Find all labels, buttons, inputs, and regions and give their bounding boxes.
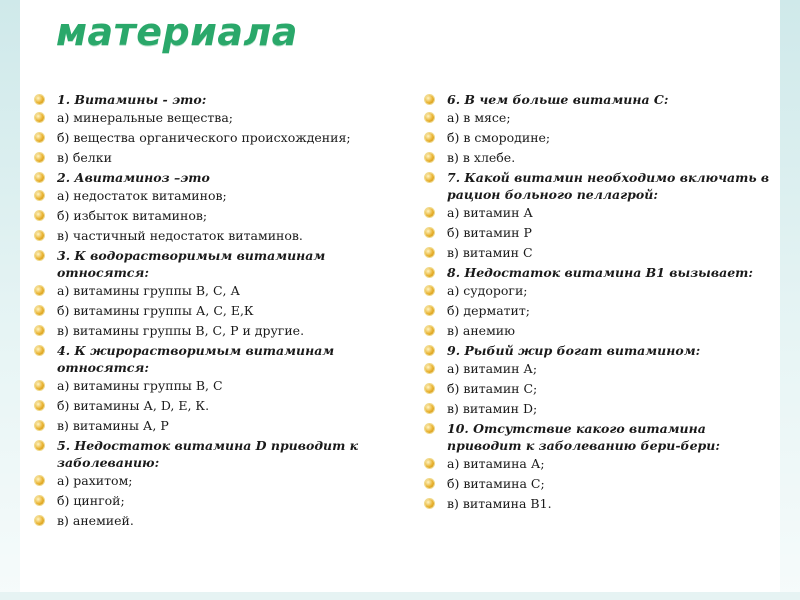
question-text: 9. Рыбий жир богат витамином: (447, 343, 701, 358)
answer-text: б) избыток витаминов; (57, 208, 208, 223)
bullet-icon (425, 113, 434, 122)
left-question-column (35, 90, 380, 531)
question (425, 264, 770, 281)
bullet-icon (425, 95, 434, 104)
bullet-icon (35, 476, 44, 485)
answer-text: б) витамины А, D, Е, К. (57, 398, 210, 413)
bullet-icon (35, 191, 44, 200)
answer-text: б) витамин С; (447, 381, 538, 396)
answer-option (35, 471, 380, 491)
bullet-icon (425, 268, 434, 277)
answer-option (35, 108, 380, 128)
answer-text: а) недостаток витаминов; (57, 188, 227, 203)
right-decor-bar (780, 0, 800, 600)
left-decor-bar (0, 0, 20, 600)
answer-option (35, 511, 380, 531)
answer-text: а) минеральные вещества; (57, 110, 234, 125)
question (425, 91, 770, 108)
bullet-icon (425, 459, 434, 468)
question (35, 91, 380, 108)
question-text: 1. Витамины - это: (57, 92, 207, 107)
answer-text: б) цингой; (57, 493, 125, 508)
bullet-icon (35, 441, 44, 450)
bullet-icon (425, 153, 434, 162)
question (35, 247, 380, 281)
bullet-icon (35, 153, 44, 162)
answer-text: в) в хлебе. (447, 150, 516, 165)
question-text: 2. Авитаминоз –это (57, 170, 210, 185)
bullet-icon (35, 306, 44, 315)
answer-option (35, 376, 380, 396)
question (425, 169, 770, 203)
question-text: 3. К водорастворимым витаминам относятся: (57, 248, 326, 280)
answer-text: а) витамины группы В, С, А (57, 283, 240, 298)
bullet-icon (425, 133, 434, 142)
question (425, 342, 770, 359)
answer-text: а) судороги; (447, 283, 528, 298)
answer-text: а) рахитом; (57, 473, 133, 488)
right-question-column (425, 90, 770, 514)
question-text: 5. Недостаток витамина D приводит к заболеванию: (57, 438, 359, 470)
answer-option (425, 474, 770, 494)
bullet-icon (425, 228, 434, 237)
answer-text: в) анемией. (57, 513, 134, 528)
answer-option (425, 321, 770, 341)
bullet-icon (425, 306, 434, 315)
answer-text: а) витамин А (447, 205, 533, 220)
answer-text: б) в смородине; (447, 130, 551, 145)
bullet-icon (35, 113, 44, 122)
bullet-icon (35, 381, 44, 390)
question (35, 437, 380, 471)
answer-option (35, 396, 380, 416)
bullet-icon (35, 401, 44, 410)
bottom-decor-bar (0, 592, 800, 600)
answer-text: в) анемию (447, 323, 516, 338)
answer-option (425, 243, 770, 263)
bullet-icon (425, 364, 434, 373)
answer-option (425, 281, 770, 301)
answer-option (35, 128, 380, 148)
answer-option (35, 321, 380, 341)
bullet-icon (35, 286, 44, 295)
answer-option (425, 454, 770, 474)
answer-option (35, 226, 380, 246)
bullet-icon (425, 479, 434, 488)
bullet-icon (425, 208, 434, 217)
bullet-icon (425, 404, 434, 413)
answer-text: б) дерматит; (447, 303, 531, 318)
answer-option (425, 108, 770, 128)
answer-option (35, 416, 380, 436)
answer-option (425, 399, 770, 419)
answer-text: в) витамин D; (447, 401, 538, 416)
answer-option (35, 186, 380, 206)
bullet-icon (35, 173, 44, 182)
answer-text: в) витамин С (447, 245, 533, 260)
bullet-icon (425, 173, 434, 182)
answer-text: в) частичный недостаток витаминов. (57, 228, 303, 243)
answer-text: б) витамина С; (447, 476, 545, 491)
bullet-icon (425, 248, 434, 257)
bullet-icon (35, 516, 44, 525)
answer-option (425, 128, 770, 148)
question-text: 8. Недостаток витамина В1 вызывает: (447, 265, 754, 280)
answer-text: а) в мясе; (447, 110, 511, 125)
bullet-icon (425, 286, 434, 295)
answer-option (35, 148, 380, 168)
bullet-icon (425, 346, 434, 355)
answer-option (425, 203, 770, 223)
bullet-icon (35, 251, 44, 260)
answer-option (425, 379, 770, 399)
answer-option (425, 223, 770, 243)
bullet-icon (35, 231, 44, 240)
answer-option (425, 148, 770, 168)
bullet-icon (35, 346, 44, 355)
answer-text: б) витамин Р (447, 225, 532, 240)
bullet-icon (35, 211, 44, 220)
answer-option (35, 206, 380, 226)
answer-text: а) витамин А; (447, 361, 538, 376)
question-text: 7. Какой витамин необходимо включать в рацион больного пеллагрой: (447, 170, 770, 202)
answer-text: а) витамины группы В, С (57, 378, 223, 393)
question-text: 4. К жирорастворимым витаминам относятся: (57, 343, 335, 375)
bullet-icon (35, 326, 44, 335)
question-text: 10. Отсутствие какого витамина приводит к заболеванию бери-бери: (447, 421, 720, 453)
bullet-icon (35, 496, 44, 505)
bullet-icon (35, 133, 44, 142)
answer-option (35, 281, 380, 301)
answer-text: в) витамины А, Р (57, 418, 169, 433)
answer-text: а) витамина А; (447, 456, 545, 471)
slide-title: материала (56, 10, 298, 54)
answer-text: в) витамины группы В, С, Р и другие. (57, 323, 305, 338)
answer-option (425, 301, 770, 321)
answer-option (35, 301, 380, 321)
bullet-icon (425, 424, 434, 433)
answer-text: в) белки (57, 150, 112, 165)
question (425, 420, 770, 454)
answer-option (425, 494, 770, 514)
answer-option (35, 491, 380, 511)
question-text: 6. В чем больше витамина С: (447, 92, 669, 107)
answer-text: б) вещества органического происхождения; (57, 130, 351, 145)
answer-text: в) витамина В1. (447, 496, 552, 511)
bullet-icon (35, 421, 44, 430)
answer-text: б) витамины группы А, С, Е,К (57, 303, 254, 318)
bullet-icon (425, 499, 434, 508)
bullet-icon (425, 384, 434, 393)
question (35, 169, 380, 186)
bullet-icon (425, 326, 434, 335)
bullet-icon (35, 95, 44, 104)
question (35, 342, 380, 376)
answer-option (425, 359, 770, 379)
